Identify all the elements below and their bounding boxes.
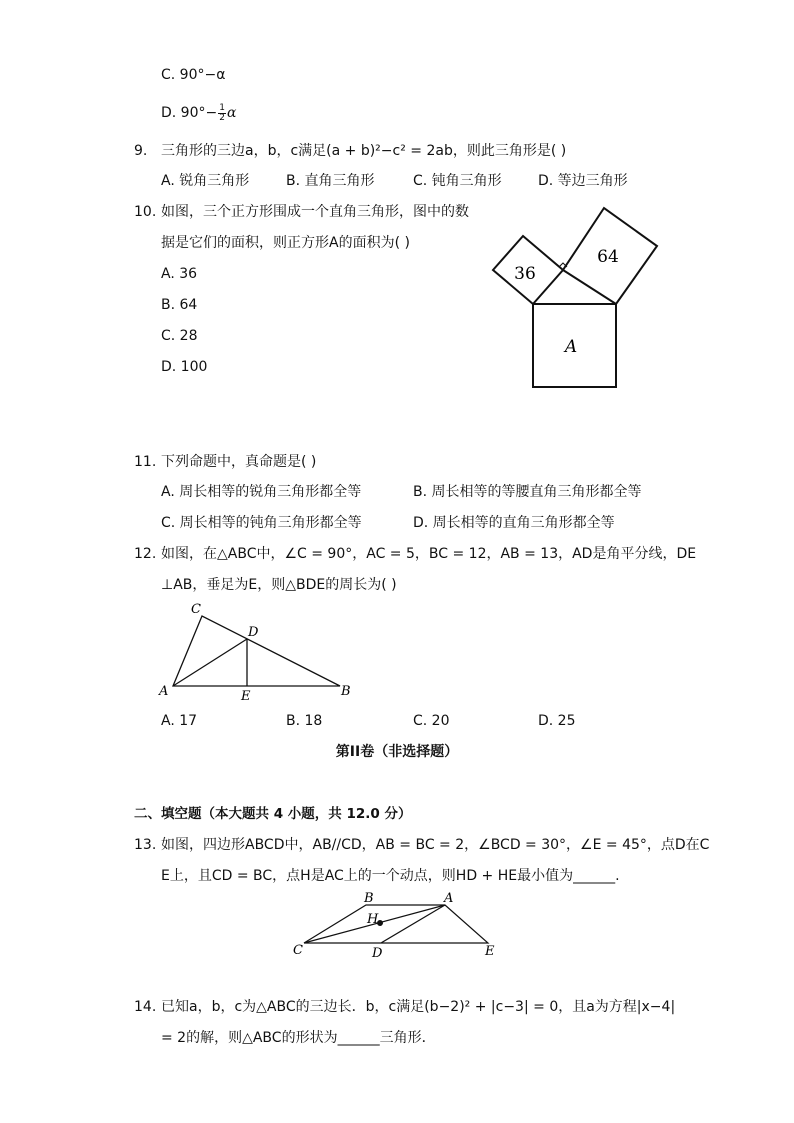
- q9-option-a: A. 锐角三角形: [161, 173, 250, 189]
- q11-stem: 下列命题中，真命题是( ): [161, 454, 317, 470]
- q9-option-b: B. 直角三角形: [286, 173, 375, 189]
- q8-option-d-prefix: D. 90°−: [161, 105, 218, 121]
- q10-option-a: A. 36: [161, 266, 198, 282]
- label-e: E: [485, 944, 495, 959]
- q13-number: 13.: [134, 837, 157, 853]
- angle-bisector-ad: [173, 639, 247, 686]
- fraction-numerator: 1: [219, 102, 225, 113]
- medium-square-area: 64: [597, 247, 619, 267]
- q8-option-d-fraction: [218, 104, 226, 123]
- q10-option-d: D. 100: [161, 359, 208, 375]
- q13-stem-line1: 如图，四边形ABCD中，AB//CD，AB = BC = 2，∠BCD = 30°，∠E = 45°，点D在C: [161, 837, 710, 853]
- q12-stem-line1: 如图，在△ABC中，∠C = 90°，AC = 5，BC = 12，AB = 13，AD是角平分线，DE: [161, 546, 697, 562]
- section2-title: 二、填空题（本大题共 4 小题，共 12.0 分）: [134, 806, 412, 822]
- q13-stem-line2: E上，且CD = BC，点H是AC上的一个动点，则HD + HE最小值为______.: [161, 868, 620, 884]
- label-d: D: [248, 625, 259, 640]
- q12-option-b: B. 18: [286, 713, 323, 729]
- q14-stem-line2: = 2的解，则△ABC的形状为______三角形．: [161, 1030, 436, 1046]
- q10-squares-figure: [480, 200, 670, 395]
- q13-quadrilateral-figure: [285, 888, 505, 960]
- q12-triangle-figure: [155, 598, 370, 703]
- q9-number: 9.: [134, 143, 148, 159]
- label-e: E: [241, 689, 251, 703]
- segments-outline: [304, 905, 488, 943]
- label-b: B: [364, 891, 374, 906]
- q9-option-d: D. 等边三角形: [538, 173, 628, 189]
- q14-stem-line1: 已知a，b，c为△ABC的三边长．b，c满足(b−2)² + |c−3| = 0，且a为方程|x−4|: [161, 999, 676, 1015]
- label-h: H: [367, 912, 379, 927]
- q12-option-d: D. 25: [538, 713, 576, 729]
- square-a-label: A: [564, 337, 578, 357]
- q8-option-d: [161, 103, 236, 123]
- label-c: C: [293, 943, 303, 958]
- label-c: C: [191, 602, 201, 617]
- q8-option-c: C. 90°−α: [161, 67, 226, 83]
- q12-number: 12.: [134, 546, 157, 562]
- q10-option-c: C. 28: [161, 328, 198, 344]
- q10-option-b: B. 64: [161, 297, 198, 313]
- q11-option-d: D. 周长相等的直角三角形都全等: [413, 515, 615, 531]
- segment-ad: [381, 905, 445, 943]
- q9-option-c: C. 钝角三角形: [413, 173, 502, 189]
- label-a: A: [159, 684, 169, 699]
- label-b: B: [341, 684, 351, 699]
- fraction-denominator: 2: [219, 112, 225, 123]
- q11-option-a: A. 周长相等的锐角三角形都全等: [161, 484, 362, 500]
- q11-option-b: B. 周长相等的等腰直角三角形都全等: [413, 484, 642, 500]
- q10-number: 10.: [134, 204, 157, 220]
- q8-option-d-suffix: α: [226, 105, 237, 121]
- q11-option-c: C. 周长相等的钝角三角形都全等: [161, 515, 362, 531]
- label-d: D: [372, 946, 383, 960]
- q14-number: 14.: [134, 999, 157, 1015]
- q10-stem-line1: 如图，三个正方形围成一个直角三角形，图中的数: [161, 204, 469, 220]
- label-a: A: [444, 891, 454, 906]
- q11-number: 11.: [134, 454, 157, 470]
- small-square-area: 36: [514, 264, 536, 284]
- q12-option-a: A. 17: [161, 713, 198, 729]
- q10-stem-line2: 据是它们的面积，则正方形A的面积为( ): [161, 235, 410, 251]
- q12-option-c: C. 20: [413, 713, 450, 729]
- q9-stem: 三角形的三边a，b，c满足(a + b)²−c² = 2ab，则此三角形是( ): [161, 143, 567, 159]
- q12-stem-line2: ⊥AB，垂足为E，则△BDE的周长为( ): [161, 577, 397, 593]
- part2-title: 第II卷（非选择题）: [335, 744, 459, 760]
